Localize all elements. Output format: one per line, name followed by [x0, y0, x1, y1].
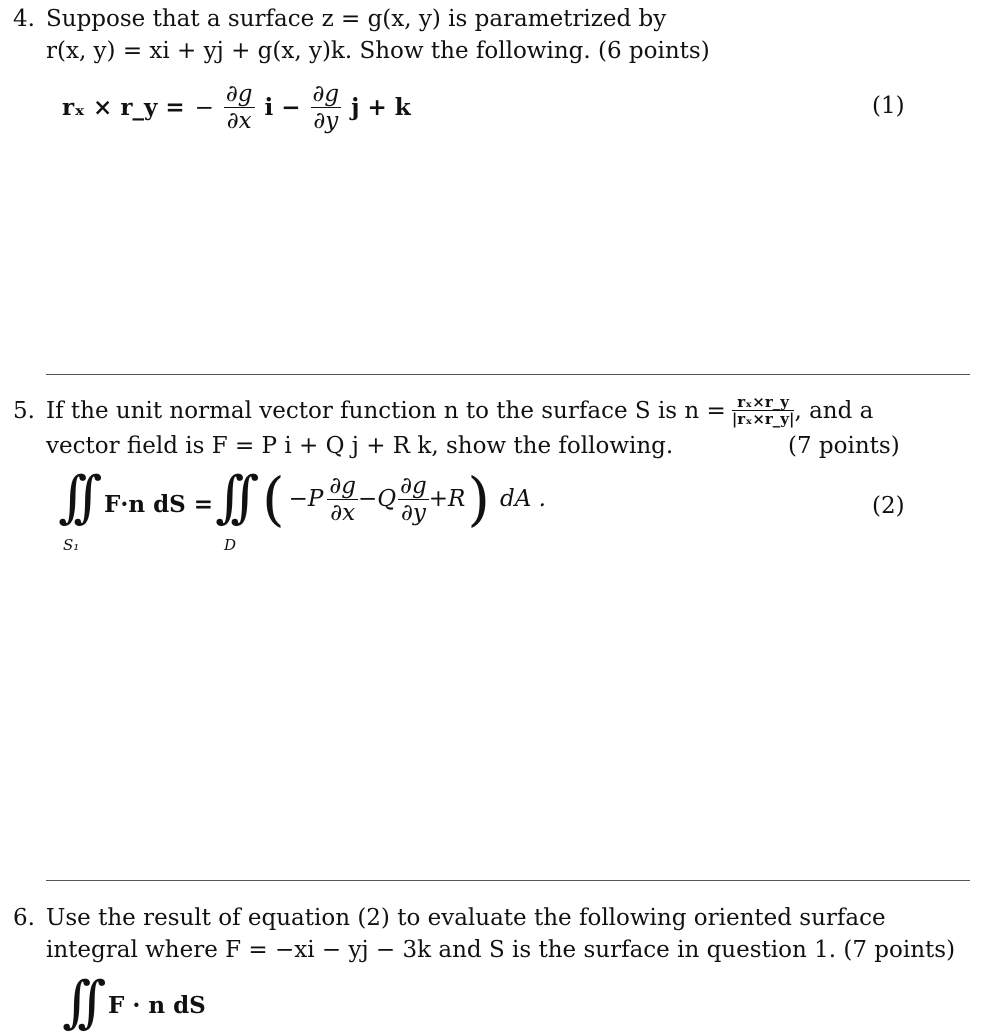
q4-vec-i: i − [264, 93, 301, 121]
q5-rhs-integral [215, 465, 246, 530]
q5-f1-num: ∂g [329, 472, 357, 499]
q5-rhs-mid: −Q [358, 486, 397, 512]
q5-lhs-sub: S₁ [63, 536, 80, 554]
double-integral-icon: ∫∫ [58, 465, 89, 530]
q4-frac-dgdx [224, 81, 255, 134]
q5-number: 5. [13, 398, 35, 424]
q5-lhs-text: F·n dS = [104, 491, 214, 518]
q4-eq-number: (1) [872, 93, 905, 119]
q4-frac2-den: ∂y [313, 108, 339, 134]
double-integral-icon: ∫∫ [62, 970, 93, 1035]
q5-rhs-open: −P [288, 486, 324, 512]
right-paren: ) [467, 465, 491, 533]
q6-line2: integral where F = −xi − yj − 3k and S is the surface in question 1. (7 points) [46, 937, 956, 963]
q4-frac1-den: ∂x [226, 108, 252, 134]
q5-eq-number: (2) [872, 493, 905, 519]
q6-line1: Use the result of equation (2) to evaluate the following oriented surface [46, 905, 886, 931]
q5-frac-dgdx [327, 473, 358, 526]
q4-frac2-num: ∂g [312, 81, 340, 107]
q6-integral [62, 970, 93, 1035]
q4-equation [62, 81, 411, 134]
q5-line1-text: If the unit normal vector function n to the surface S is n = [46, 397, 726, 424]
q5-f2-den: ∂y [401, 499, 426, 526]
q5-frac-den: |rₓ×r_y| [731, 410, 795, 428]
q6-number: 6. [13, 905, 35, 931]
q5-rhs-end: +R [428, 486, 466, 512]
divider-1 [46, 374, 970, 375]
double-integral-icon: ∫∫ [215, 465, 246, 530]
q5-line1 [46, 394, 873, 427]
q5-frac-dgdy [398, 473, 429, 526]
q4-line2: r(x, y) = xi + yj + g(x, y)k. Show the following. (6 points) [46, 38, 710, 64]
q5-line1-end: , and a [794, 397, 874, 424]
q4-frac1-num: ∂g [225, 81, 253, 107]
q6-integrand: F · n dS [108, 992, 206, 1019]
q5-points: (7 points) [788, 433, 900, 459]
left-paren: ( [262, 465, 285, 533]
q5-rhs-expression [262, 465, 546, 533]
q5-lhs-integral [58, 465, 89, 530]
q5-lhs-integrand [104, 492, 213, 518]
q5-normal-fraction [732, 394, 795, 427]
q4-eq-lhs: rₓ × r_y = [62, 93, 185, 121]
q5-f2-num: ∂g [400, 472, 427, 499]
q4-number: 4. [13, 6, 35, 32]
q5-line2: vector field is F = P i + Q j + R k, show the following. [46, 433, 674, 459]
q5-rhs-sub: D [224, 536, 237, 554]
q5-f1-den: ∂x [330, 499, 356, 526]
q4-vec-jk: j + k [351, 93, 411, 121]
q5-frac-num: rₓ×r_y [732, 394, 795, 411]
divider-2 [46, 880, 970, 881]
q4-frac-dgdy [311, 81, 342, 134]
q4-line1: Suppose that a surface z = g(x, y) is parametrized by [46, 6, 667, 32]
q4-eq-minus: − [194, 94, 214, 121]
q5-tail: dA . [500, 486, 546, 512]
